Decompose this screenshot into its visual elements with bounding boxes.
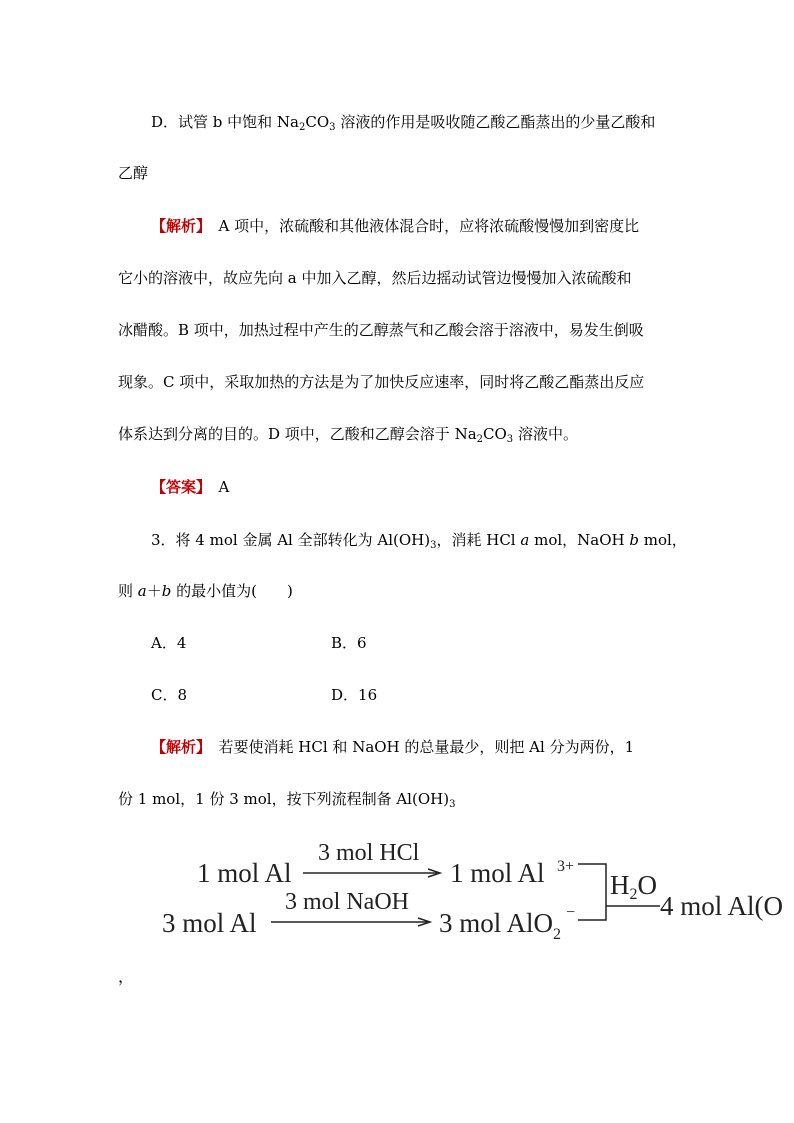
choice-a: A．4 (151, 634, 187, 652)
question-3-line-2: 则 a＋b 的最小值为( ) (118, 582, 293, 600)
analysis-tag: 【解析】 (151, 217, 204, 235)
scheme-row1-charge: 3+ (557, 858, 575, 875)
trailing-comma: ， (118, 967, 135, 986)
scheme-bracket (578, 864, 606, 920)
analysis-1-line-5: 体系达到分离的目的。D 项中，乙酸和乙醇会溶于 $Na_2CO_3$ 溶液中。 (118, 425, 578, 445)
scheme-row2-product: 3 mol AlO$_2$ (439, 908, 562, 943)
answer-tag: 【答案】 (151, 478, 204, 496)
choice-b: B．6 (331, 634, 367, 652)
scheme-row1-product: 1 mol Al (450, 858, 545, 888)
reaction-scheme (160, 836, 794, 946)
scheme-row2-reactant: 3 mol Al (162, 908, 257, 938)
question-3-line-1: 3．将 4 mol 金属 Al 全部转化为 $Al(OH)_3$，消耗 HCl a mol，NaOH b mol， (151, 531, 687, 551)
analysis-1-line-3: 冰醋酸。B 项中，加热过程中产生的乙醇蒸气和乙酸会溶于溶液中，易发生倒吸 (118, 321, 644, 339)
analysis-2-line-1: 【解析】 若要使消耗 HCl 和 NaOH 的总量最少，则把 Al 分为两份，1 (151, 738, 635, 756)
answer-value: A (218, 478, 230, 496)
choice-d: D．16 (331, 686, 378, 704)
answer-1-line (151, 477, 229, 497)
analysis-tag: 【解析】 (151, 738, 204, 756)
analysis-1-line-2: 它小的溶液中，故应先向 a 中加入乙醇，然后边摇动试管边慢慢加入浓硫酸和 (118, 269, 632, 287)
choice-c: C．8 (151, 686, 188, 704)
scheme-water: H2O (610, 870, 657, 903)
analysis-1-line-4: 现象。C 项中，采取加热的方法是为了加快反应速率，同时将乙酸乙酯蒸出反应 (118, 373, 645, 391)
option-d-continuation: 乙醇 (118, 164, 149, 182)
analysis-2-line-2: 份 1 mol，1 份 3 mol，按下列流程制备 $Al(OH)_3$ (118, 790, 456, 810)
scheme-row2-reagent: 3 mol NaOH (285, 889, 409, 915)
scheme-row1-reagent: 3 mol HCl (318, 840, 420, 866)
scheme-row2-charge: − (566, 904, 576, 921)
analysis-1-line-1: 【解析】 A 项中，浓硫酸和其他液体混合时，应将浓硫酸慢慢加到密度比 (151, 217, 640, 235)
scheme-final-product: 4 mol Al(O (660, 891, 784, 921)
scheme-row1-reactant: 1 mol Al (197, 858, 292, 888)
option-d-line: D．试管 b 中饱和 $Na_2CO_3$ 溶液的作用是吸收随乙酸乙酯蒸出的少量乙酸和 (151, 113, 656, 133)
